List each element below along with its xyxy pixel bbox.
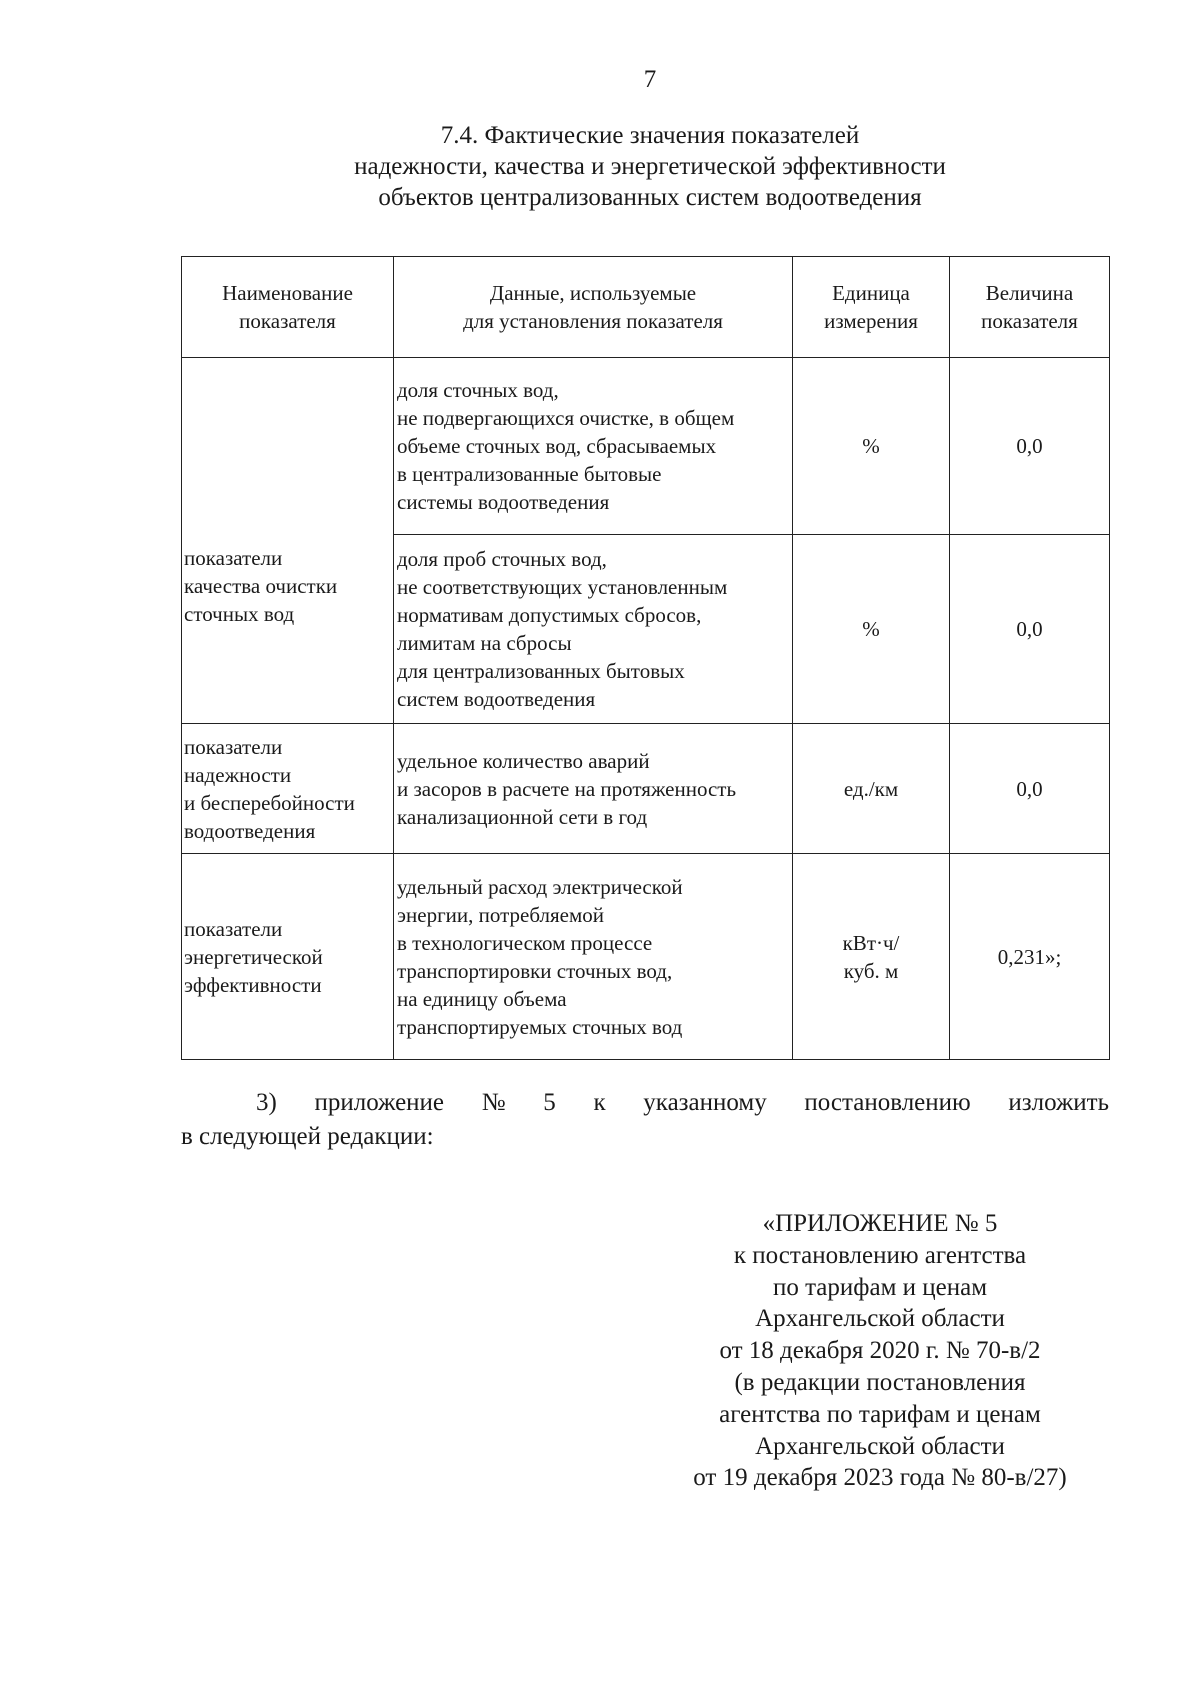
indicator-group-name — [182, 358, 394, 724]
header-data-line: для установления показателя — [463, 309, 723, 333]
indicator-data — [394, 535, 793, 724]
data-line: объеме сточных вод, сбрасываемых — [397, 434, 717, 458]
indicator-value: 0,0 — [950, 358, 1110, 535]
unit-line: кВт·ч/ — [842, 930, 900, 955]
paragraph-second-line: в следующей редакции: — [181, 1123, 434, 1150]
group-name-line: надежности — [184, 762, 292, 787]
table-header-row — [182, 257, 1110, 358]
indicators-table — [181, 256, 1110, 1060]
data-line: удельный расход электрической — [397, 874, 683, 899]
paragraph-word: к — [593, 1089, 606, 1116]
appendix-line: по тарифам и ценам — [772, 1273, 988, 1301]
header-data — [394, 257, 793, 358]
paragraph-word: № — [481, 1089, 506, 1116]
data-line: лимитам на сбросы — [397, 631, 572, 655]
header-name — [182, 257, 394, 358]
indicator-value: 0,0 — [950, 535, 1110, 724]
group-name-line: и бесперебойности — [184, 790, 355, 815]
paragraph-word: 3) — [256, 1089, 277, 1116]
table-row — [182, 724, 1110, 854]
appendix-header — [660, 1208, 1100, 1494]
data-line: канализационной сети в год — [397, 804, 648, 829]
title-line: надежности, качества и энергетической эффективности — [354, 153, 946, 180]
data-line: транспортировки сточных вод, — [397, 958, 673, 983]
indicator-data — [394, 854, 793, 1060]
group-name-line: энергетической — [184, 944, 323, 969]
unit-line: куб. м — [843, 958, 899, 983]
indicator-unit — [793, 724, 950, 854]
group-name-line: показатели — [184, 734, 283, 759]
unit-line: % — [862, 617, 880, 641]
group-name-line: показатели — [184, 916, 283, 941]
paragraph-word: изложить — [1008, 1089, 1109, 1116]
section-title — [0, 120, 1200, 213]
appendix-line: от 18 декабря 2020 г. № 70-в/2 — [719, 1337, 1041, 1365]
data-line: доля проб сточных вод, — [397, 547, 607, 571]
indicator-value: 0,0 — [950, 724, 1110, 854]
header-value-line: показателя — [981, 309, 1078, 333]
indicator-data — [394, 724, 793, 854]
amendment-paragraph — [181, 1086, 1109, 1154]
title-line: 7.4. Фактические значения показателей — [440, 122, 860, 149]
appendix-line: Архангельской области — [755, 1432, 1005, 1460]
header-name-line: Наименование — [222, 281, 353, 305]
data-line: в централизованные бытовые — [397, 462, 662, 486]
data-line: для централизованных бытовых — [397, 659, 685, 683]
indicator-group-name — [182, 724, 394, 854]
appendix-line: к постановлению агентства — [733, 1241, 1027, 1269]
data-line: энергии, потребляемой — [397, 902, 605, 927]
header-value — [950, 257, 1110, 358]
indicator-data — [394, 358, 793, 535]
unit-line: ед./км — [843, 776, 899, 801]
indicator-unit — [793, 854, 950, 1060]
group-name-line: водоотведения — [184, 818, 316, 843]
indicator-value: 0,231»; — [950, 854, 1110, 1060]
group-name-line: качества очистки — [184, 573, 338, 598]
paragraph-word: 5 — [543, 1089, 556, 1116]
appendix-line: от 19 декабря 2023 года № 80-в/27) — [693, 1464, 1067, 1492]
data-line: систем водоотведения — [397, 687, 596, 711]
data-line: нормативам допустимых сбросов, — [397, 603, 702, 627]
data-line: транспортируемых сточных вод — [397, 1014, 683, 1039]
header-unit — [793, 257, 950, 358]
data-line: не подвергающихся очистке, в общем — [397, 406, 735, 430]
data-line: и засоров в расчете на протяженность — [397, 776, 737, 801]
appendix-line: (в редакции постановления — [734, 1368, 1026, 1396]
data-line: доля сточных вод, — [397, 378, 559, 402]
data-line: не соответствующих установленным — [397, 575, 728, 599]
group-name-line: сточных вод — [184, 601, 295, 626]
header-unit-line: измерения — [824, 309, 918, 333]
header-unit-line: Единица — [832, 281, 910, 305]
appendix-line: «ПРИЛОЖЕНИЕ № 5 — [762, 1210, 998, 1237]
data-line: системы водоотведения — [397, 490, 610, 514]
indicator-unit — [793, 358, 950, 535]
paragraph-word: постановлению — [804, 1089, 971, 1116]
appendix-line: Архангельской области — [755, 1305, 1005, 1333]
header-value-line: Величина — [985, 281, 1074, 305]
group-name-line: показатели — [184, 545, 283, 570]
appendix-line: агентства по тарифам и ценам — [719, 1400, 1041, 1428]
data-line: в технологическом процессе — [397, 930, 653, 955]
page-number: 7 — [643, 66, 657, 93]
paragraph-word: указанному — [643, 1089, 767, 1116]
header-data-line: Данные, используемые — [489, 281, 697, 305]
indicator-group-name — [182, 854, 394, 1060]
data-line: удельное количество аварий — [397, 748, 650, 773]
unit-line: % — [862, 434, 880, 458]
paragraph-first-line — [181, 1086, 1109, 1120]
indicator-unit — [793, 535, 950, 724]
paragraph-word: приложение — [314, 1089, 445, 1116]
table-row — [182, 854, 1110, 1060]
table-row — [182, 358, 1110, 535]
header-name-line: показателя — [239, 309, 336, 333]
group-name-line: эффективности — [184, 972, 322, 997]
title-line: объектов централизованных систем водоотведения — [378, 184, 922, 211]
data-line: на единицу объема — [397, 986, 567, 1011]
